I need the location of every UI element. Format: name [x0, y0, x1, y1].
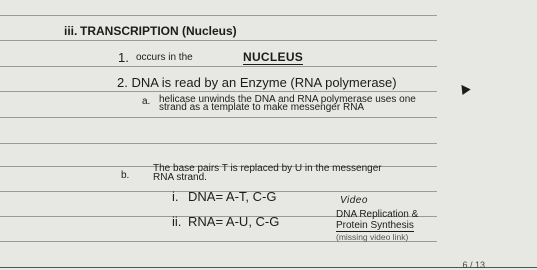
item2-text: 2. DNA is read by an Enzyme (RNA polymerase) — [117, 75, 397, 90]
ruled-line — [0, 143, 437, 144]
item2a-text — [159, 96, 416, 112]
pair-dna-number: i. — [172, 189, 179, 204]
ruled-line — [0, 91, 437, 92]
item2b-letter: b. — [121, 170, 130, 181]
page-number: 6 / 13 — [462, 260, 485, 270]
item2b-text — [153, 164, 382, 182]
item1-answer: NUCLEUS — [243, 50, 304, 64]
item2a-line1: helicase unwinds the DNA and RNA polymerase uses one — [159, 94, 416, 105]
video-line2[interactable]: Protein Synthesis — [336, 220, 414, 231]
ruled-line — [0, 40, 437, 41]
ruled-line — [0, 66, 437, 67]
mouse-cursor-icon — [457, 82, 470, 95]
item2a-letter: a. — [142, 96, 151, 107]
pair-rna-number: ii. — [172, 214, 182, 229]
pair-dna-text: DNA= A-T, C-G — [188, 189, 277, 204]
ruled-line — [0, 15, 437, 16]
item2b-line2: RNA strand. — [153, 172, 207, 183]
video-heading: Video — [340, 195, 368, 206]
page-bottom-border — [0, 267, 537, 268]
item1-label: occurs in the — [136, 52, 193, 63]
section-title: TRANSCRIPTION (Nucleus) — [80, 24, 237, 38]
section-number: iii. — [64, 24, 78, 38]
item1-number: 1. — [118, 50, 129, 65]
item2a-line2: strand as a template to make messenger RNA — [159, 102, 365, 113]
video-line1[interactable]: DNA Replication & — [336, 209, 419, 220]
pair-rna-text: RNA= A-U, C-G — [188, 214, 280, 229]
item2b-line1: The base pairs T is replaced by U in the messenger — [153, 163, 382, 174]
ruled-line — [0, 117, 437, 118]
video-note: (missing video link) — [336, 232, 409, 242]
